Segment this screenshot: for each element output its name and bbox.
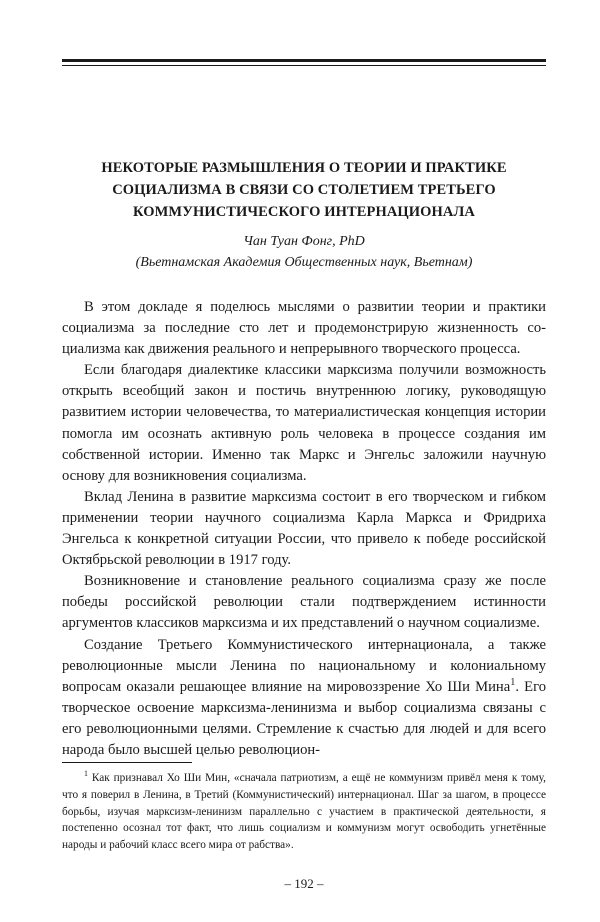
header-rule-thin: [62, 65, 546, 66]
paragraph: В этом докладе я поделюсь мыслями о развитии теории и практики социализма за последние сто лет и продемонстрирую жизненность социализма как движения реального и непрерывного творческого процесса.: [62, 299, 546, 358]
footnote-rule: [62, 762, 192, 763]
paragraph: Возникновение и становление реального социализма сразу же после победы российской революции стали подтверждением истинности аргументов классиков марксизма и их представлений о научном социализме.: [62, 573, 546, 632]
title-line: СОЦИАЛИЗМА В СВЯЗИ СО СТОЛЕТИЕМ ТРЕТЬЕГО: [112, 182, 496, 198]
footnote-text: Как признавал Хо Ши Мин, «сначала патриотизм, а ещё не коммунизм привёл меня к тому, что я поверил в Ленина, в Третий (Коммунистический) интернационал. Шаг за шагом, в процессе борьбы, изучая марксизм-ленинизм параллельно с участием в практической деятельности, я постепенно осознал тот факт, что лишь социализм и коммунизм могут освободить угнетённые народы и рабочий класс всего мира от рабства».: [62, 772, 546, 852]
footnote: [62, 770, 546, 854]
title-line: КОММУНИСТИЧЕСКОГО ИНТЕРНАЦИОНАЛА: [133, 204, 475, 220]
paragraph: [62, 635, 546, 762]
article-body: [62, 297, 546, 761]
author-name: Чан Туан Фонг, PhD: [243, 234, 365, 249]
paragraph-text: Создание Третьего Коммунистического интернационала, а также революционные мысли Ленина по национальному и колониальному вопросам оказали решающее влияние на мировоззрение Хо Ши Мина: [62, 636, 546, 695]
header-rule-thick: [62, 59, 546, 62]
footnote-mark: 1: [84, 769, 88, 779]
paragraph: Если благодаря диалектике классики марксизма получили возможность открыть всеобщий закон и постичь внутреннюю логику, руководящую развитием истории человечества, то материалистическая концепция истории помогла им осознать активную роль человека в процессе создания им собственной истории. Именно так Маркс и Энгельс заложили научную основу для возникновения социализма.: [62, 362, 546, 484]
page-number: – 192 –: [284, 876, 324, 891]
author-affiliation: (Вьетнамская Академия Общественных наук, Вьетнам): [135, 255, 473, 270]
paragraph: Вклад Ленина в развитие марксизма состоит в его творческом и гибком применении теории научного социализма Карла Маркса и Фридриха Энгельса к конкретной ситуации России, что привело к победе российской Октябрьской революции в 1917 году.: [62, 488, 546, 569]
footnote-ref[interactable]: 1: [510, 676, 516, 688]
author-block: [62, 231, 546, 273]
article-title: [62, 157, 546, 223]
paragraph-text: . Его творческое освоение марксизма-ленинизма и выбор социализма связаны с его революционными целями. Стремление к счастью для людей и для всего народа было высшей целью революцион-: [62, 678, 546, 758]
title-line: НЕКОТОРЫЕ РАЗМЫШЛЕНИЯ О ТЕОРИИ И ПРАКТИКЕ: [101, 160, 507, 176]
